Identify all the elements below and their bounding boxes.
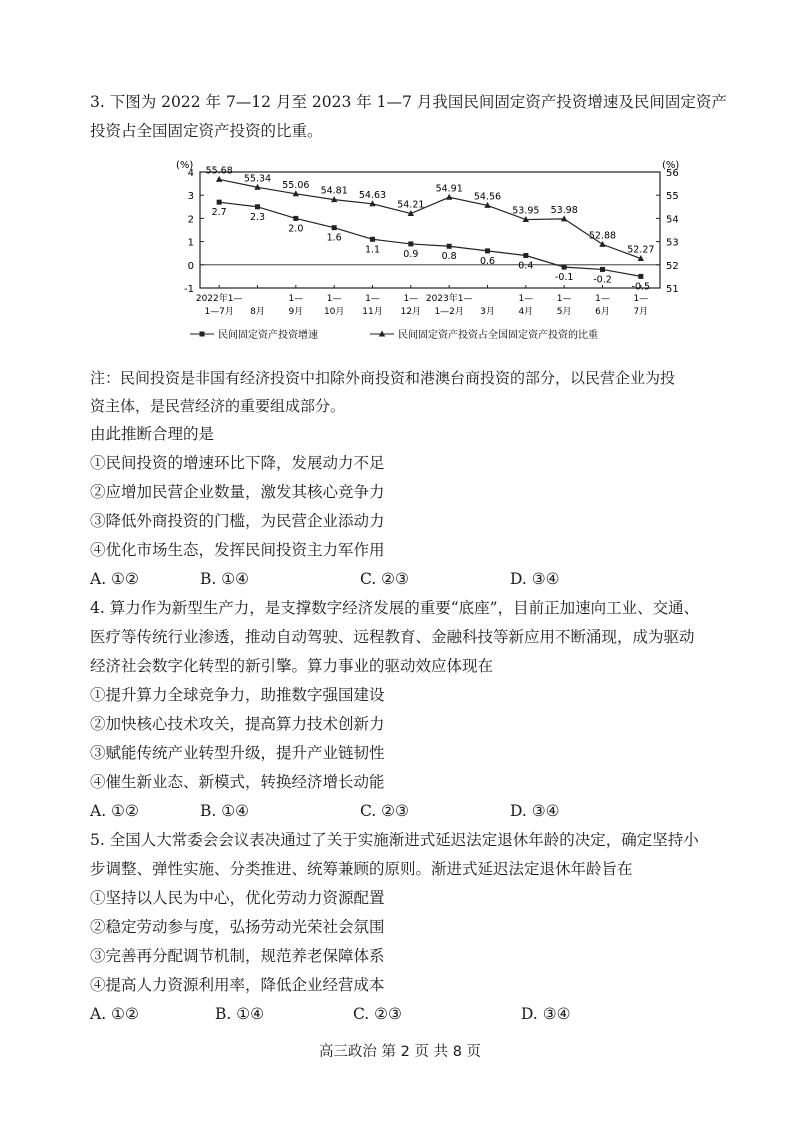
share-label: 55.06 — [282, 179, 310, 191]
share-label: 54.91 — [435, 183, 463, 195]
share-label: 54.81 — [320, 185, 348, 197]
x-tick-label: 5月 — [556, 307, 572, 317]
share-label: 54.63 — [358, 189, 387, 201]
growth-rate-label: 0.8 — [441, 251, 457, 263]
q5-stem-line: 5. 全国人大常委会会议表决通过了关于实施渐进式延迟法定退休年龄的决定，确定坚持小 — [90, 831, 699, 849]
share-label: 53.95 — [512, 205, 540, 217]
q4-options — [90, 797, 730, 826]
q5-option-d: D. ③④ — [521, 1005, 571, 1023]
x-tick-label: 9月 — [288, 307, 304, 317]
question-5 — [90, 826, 730, 1029]
q3-option-b: B. ①④ — [200, 570, 250, 588]
x-tick-label: 6月 — [595, 307, 610, 317]
q3-item: ①民间投资的增速环比下降，发展动力不足 — [90, 454, 385, 472]
q4-item: ①提升算力全球竞争力，助推数字强国建设 — [90, 686, 385, 704]
q3-option-c: C. ②③ — [360, 570, 409, 588]
growth-rate-label: -0.5 — [631, 281, 651, 293]
growth-rate-point — [332, 225, 337, 230]
left-tick-label: 2 — [187, 214, 194, 226]
x-tick-label-top: 2022年1— — [195, 294, 243, 304]
growth-rate-point — [638, 274, 643, 279]
x-tick-label: 4月 — [518, 307, 534, 317]
growth-rate-label: -0.2 — [593, 274, 612, 286]
left-tick-label: 0 — [187, 260, 194, 272]
right-tick-label: 52 — [666, 260, 679, 272]
x-tick-label-top: 1— — [518, 294, 534, 304]
q3-stem-line: 3. 下图为 2022 年 7—12 月至 2023 年 1—7 月我国民间固定资产投资增速及民间固定资产 — [90, 93, 727, 111]
right-tick-label: 56 — [666, 168, 679, 179]
q5-option-a: A. ①② — [90, 1005, 139, 1023]
q5-item: ③完善再分配调节机制，规范养老保障体系 — [90, 947, 385, 965]
growth-rate-point — [485, 248, 490, 253]
q5-option-b: B. ①④ — [215, 1005, 265, 1023]
growth-rate-point — [562, 265, 567, 270]
share-label: 54.56 — [473, 191, 502, 203]
growth-rate-point — [600, 267, 605, 272]
x-tick-label-top: 1— — [595, 294, 610, 304]
q3-stem-line: 投资占全国固定资产投资的比重。 — [90, 122, 323, 140]
x-tick-label: 1—7月 — [204, 307, 234, 317]
x-tick-label-top: 1— — [556, 294, 572, 304]
growth-rate-point — [408, 241, 413, 246]
x-tick-label: 8月 — [250, 307, 265, 317]
x-tick-label: 1—2月 — [434, 307, 464, 317]
q4-stem-line: 4. 算力作为新型生产力，是支撑数字经济发展的重要“底座”，目前正加速向工业、交通、 — [90, 599, 700, 617]
share-label: 53.98 — [550, 204, 578, 216]
left-tick-label: 1 — [187, 237, 194, 249]
q4-stem-line: 医疗等传统行业渗透，推动自动驾驶、远程教育、金融科技等新应用不断涌现，成为驱动 — [90, 628, 695, 646]
share-label: 55.68 — [205, 165, 233, 177]
growth-rate-point — [523, 253, 528, 258]
page-footer: 高三政治 第 2 页 共 8 页 — [318, 1044, 482, 1060]
q4-option-d: D. ③④ — [510, 802, 560, 820]
q5-item: ①坚持以人民为中心，优化劳动力资源配置 — [90, 889, 385, 907]
investment-chart — [160, 156, 720, 356]
q3-note-line: 资主体，是民营经济的重要组成部分。 — [90, 397, 346, 415]
x-tick-label-top: 1— — [288, 294, 304, 304]
share-point — [216, 176, 222, 182]
growth-rate-point — [217, 200, 222, 205]
x-tick-label-top: 1— — [365, 294, 380, 304]
q4-item: ③赋能传统产业转型升级，提升产业链韧性 — [90, 744, 385, 762]
q3-options — [90, 565, 730, 594]
share-label: 55.34 — [243, 173, 272, 185]
q3-item: ③降低外商投资的门槛，为民营企业添动力 — [90, 512, 385, 530]
q4-item: ④催生新业态、新模式，转换经济增长动能 — [90, 773, 385, 791]
share-point — [599, 241, 605, 247]
growth-rate-label: 1.6 — [326, 232, 342, 244]
x-tick-label-top: 1— — [633, 294, 649, 304]
q3-item: ②应增加民营企业数量，激发其核心竞争力 — [90, 483, 385, 501]
q4-option-c: C. ②③ — [360, 802, 409, 820]
chart-svg — [160, 156, 720, 356]
question-3 — [90, 88, 730, 594]
growth-rate-point — [255, 204, 260, 209]
x-tick-label: 12月 — [400, 307, 422, 317]
q4-item: ②加快核心技术攻关，提高算力技术创新力 — [90, 715, 385, 733]
share-label: 52.27 — [627, 244, 655, 256]
x-tick-label-top: 1— — [403, 294, 419, 304]
q3-item: ④优化市场生态，发挥民间投资主力军作用 — [90, 541, 385, 559]
growth-rate-label: -0.1 — [554, 272, 574, 284]
growth-rate-label: 2.0 — [288, 223, 304, 235]
right-tick-label: 55 — [666, 191, 679, 203]
exam-page — [90, 88, 730, 1029]
legend-marker-growth — [200, 332, 205, 337]
left-axis-unit: (%) — [176, 160, 194, 171]
x-tick-label-top: 2023年1— — [425, 294, 473, 304]
growth-rate-label: 0.9 — [403, 248, 419, 260]
growth-rate-point — [370, 237, 375, 242]
left-tick-label: 4 — [187, 168, 194, 179]
q5-item: ④提高人力资源利用率，降低企业经营成本 — [90, 976, 385, 994]
left-tick-label: -1 — [184, 284, 194, 295]
share-label: 54.21 — [397, 199, 425, 211]
share-point — [446, 194, 452, 200]
q3-question: 由此推断合理的是 — [90, 425, 215, 443]
q5-stem-line: 步调整、弹性实施、分类推进、统筹兼顾的原则。渐进式延迟法定退休年龄旨在 — [90, 860, 633, 878]
growth-rate-label: 2.7 — [211, 207, 227, 219]
x-tick-label: 10月 — [323, 307, 345, 317]
growth-rate-label: 0.4 — [518, 260, 534, 272]
q5-options — [90, 1000, 730, 1029]
left-tick-label: 3 — [187, 191, 194, 203]
q4-stem-line: 经济社会数字化转型的新引擎。算力事业的驱动效应体现在 — [90, 657, 494, 675]
growth-rate-label: 1.1 — [364, 244, 381, 256]
x-tick-label: 11月 — [362, 307, 383, 317]
question-4 — [90, 594, 730, 826]
legend-label-share: 民间固定资产投资占全国固定资产投资的比重 — [398, 330, 598, 341]
x-tick-label: 7月 — [633, 307, 649, 317]
q4-option-a: A. ①② — [90, 802, 139, 820]
q5-item: ②稳定劳动参与度，弘扬劳动光荣社会氛围 — [90, 918, 385, 936]
x-tick-label-top: 1— — [326, 294, 342, 304]
share-line — [219, 179, 641, 258]
q3-note-line: 注：民间投资是非国有经济投资中扣除外商投资和港澳台商投资的部分，以民营企业为投 — [90, 369, 676, 387]
right-tick-label: 53 — [666, 237, 679, 249]
q3-option-a: A. ①② — [90, 570, 139, 588]
right-tick-label: 54 — [666, 214, 679, 226]
right-tick-label: 51 — [666, 284, 679, 295]
legend-label-growth: 民间固定资产投资增速 — [218, 330, 318, 341]
growth-rate-label: 2.3 — [249, 211, 266, 223]
q3-option-d: D. ③④ — [510, 570, 560, 588]
right-axis-unit: (%) — [662, 160, 680, 171]
q4-option-b: B. ①④ — [200, 802, 250, 820]
growth-rate-point — [293, 216, 298, 221]
x-tick-label: 3月 — [480, 307, 495, 317]
q5-option-c: C. ②③ — [353, 1005, 402, 1023]
growth-rate-label: 0.6 — [479, 255, 496, 267]
growth-rate-point — [447, 244, 452, 249]
share-label: 52.88 — [588, 230, 617, 242]
